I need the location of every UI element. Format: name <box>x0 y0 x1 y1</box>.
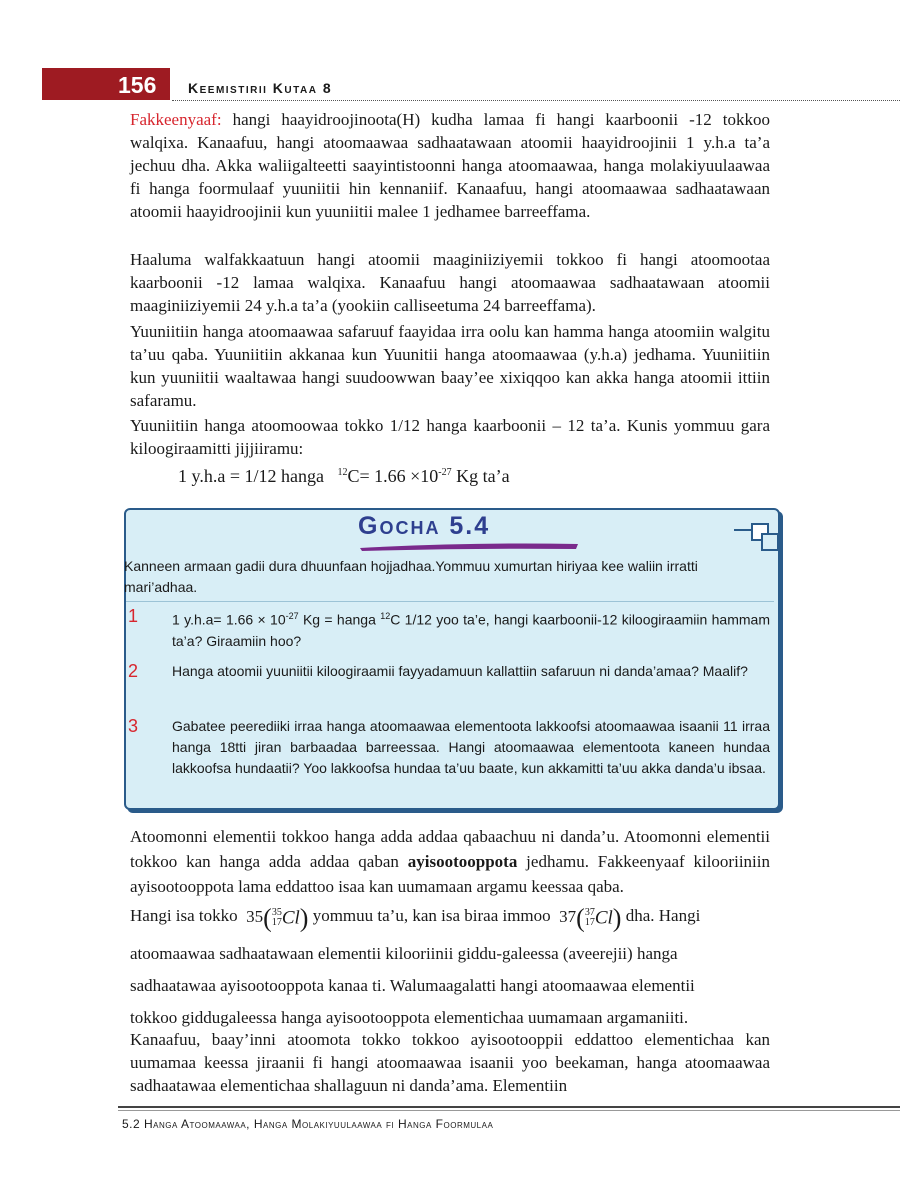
paragraph-3: Yuuniitiin hanga atoomaawaa safaruuf faayidaa irra oolu kan hamma hanga atoomiin walgitu ta’uu qaba. Yuuniitiin akkanaa kun Yuunitii hanga atoomaawaa (y.h.a) jedhama. Yuuniitiin kun yuuniitii waaltawaa hangi suudoowwan baay’ee xixiqqoo kan akka hanga atoomii ittiin safaramu. <box>130 322 770 410</box>
activity-title: Gocha 5.4 <box>358 512 491 540</box>
paragraph-7: sadhaatawaa ayisootooppota kanaa ti. Walumaagalatti hangi atoomaawaa elementii <box>130 976 695 995</box>
footer-section-title: 5.2 Hanga Atoomaawaa, Hanga Molakiyuulaawaa fi Hanga Foormulaa <box>122 1117 494 1131</box>
isotope-line: Hangi isa tokko 35(35 17Cl) yommuu ta’u, kan isa biraa immoo 37(37 17Cl) dha. Hangi <box>130 903 701 933</box>
isotope-cl37: 37(37 17Cl) <box>559 903 622 933</box>
paragraph-8: tokkoo giddugaleessa hanga ayisootooppota elementichaa uumamaan argamaniiti. <box>130 1008 689 1027</box>
header-divider <box>172 100 900 101</box>
book-title: Keemistirii Kutaa 8 <box>188 80 333 96</box>
question-number-2: 2 <box>128 661 139 681</box>
isotopes-term: ayisootooppota <box>407 852 518 871</box>
corner-square-icon <box>734 520 782 554</box>
page-number: 156 <box>118 72 157 98</box>
footer-rule-thin <box>118 1110 900 1111</box>
question-number-3: 3 <box>128 716 139 736</box>
amu-formula: 1 y.h.a = 1/12 hanga $^{12}C= 1.66 \times 10^{-27}$ Kg ta’a <box>178 466 510 486</box>
paragraph-4: Yuuniitiin hanga atoomoowaa tokko 1/12 hanga kaarboonii – 12 ta’a. Kunis yommuu gara kiloogiraamitti jijjiiramu: <box>130 416 770 458</box>
example-lead: Fakkeenyaaf: <box>130 110 222 129</box>
title-underline-swoosh <box>358 540 580 552</box>
question-3: Gabatee peerediiki irraa hanga atoomaawaa elementoota lakkoofsi atoomaawaa isaanii 11 irraa hanga 18tti jiran barbaadaa barreessaa. Hangi atoomaawaa elementoota kaneen hundaa lakkoofsa hundaatii? Yoo lakkoofsa hundaa ta’uu baate, kun akkamitti ta’uu akka danda’u ibsaa. <box>172 718 770 776</box>
paragraph-1 <box>130 108 770 223</box>
question-1: 1 $y.h.a= 1.66 \times 10^{-27}$ Kg = hanga $^{12}$C 1/12 yoo ta’e, hangi kaarboonii-12 kiloogiraamiin hammam ta’a? Giraamiin hoo? <box>172 611 770 649</box>
paragraph-6: atoomaawaa sadhaatawaan elementii kilooriinii giddu-galeessa (aveerejii) hanga <box>130 944 678 963</box>
paragraph-5: Atoomonni elementii tokkoo hanga adda addaa qabaachuu ni danda’u. Atoomonni elementii tokkoo kan hanga adda addaa qaban ayisootooppota jedhamu. Fakkeenyaaf kilooriiniin ayisootooppota lama eddattoo isaa kan uumamaan argamu keessaa qaba. <box>130 827 770 896</box>
paragraph-2: Haaluma walfakkaatuun hangi atoomii maaginiiziyemii tokkoo fi hangi atoomootaa kaarboonii -12 lamaa walqixa. Kanaafuu hangi atoomaawaa sadhaatawaan atoomii maaginiiziyemii 24 y.h.a ta’a (yookiin calliseetuma 24 barreeffama). <box>130 250 770 315</box>
question-2: Hanga atoomii yuuniitii kiloogiraamii fayyadamuun kallattiin safaruun ni danda’amaa? Maalif? <box>172 663 748 679</box>
question-number-1: 1 <box>128 606 139 626</box>
isotope-cl35: 35(35 17Cl) <box>246 903 309 933</box>
footer-rule <box>118 1106 900 1108</box>
activity-divider <box>126 601 774 602</box>
paragraph-1-text: hangi haayidroojinoota(H) kudha lamaa fi hangi kaarboonii -12 tokkoo walqixa. Kanaafuu, hangi atoomaawaa sadhaatawaan atoomii haayidroojinii 1 y.h.a ta’a jechuu dha. Akka waliigalteetti saayintistoonni hanga atoomaawaa, hanga molakiyuulaawaa fi hanga foormulaaf yuuniitii hin kennaniif. Kanaafuu, hangi atoomaawaa sadhaatawaan atoomii haayidroojinii kun yuuniitii malee 1 jedhamee barreeffama. <box>130 110 770 221</box>
paragraph-9: Kanaafuu, baay’inni atoomota tokko tokkoo ayisootooppii eddattoo elementichaa kan uumamaa keessa jiraanii fi hangi atoomaawaa isaanii yoo beekaman, hanga atoomaawaa sadhaatawaa elementichaa shallaguun ni danda’ama. Elementiin <box>130 1030 770 1095</box>
activity-instructions: Kanneen armaan gadii dura dhuunfaan hojjadhaa.Yommuu xumurtan hiriyaa kee waliin irratti mari’adhaa. <box>124 558 698 595</box>
